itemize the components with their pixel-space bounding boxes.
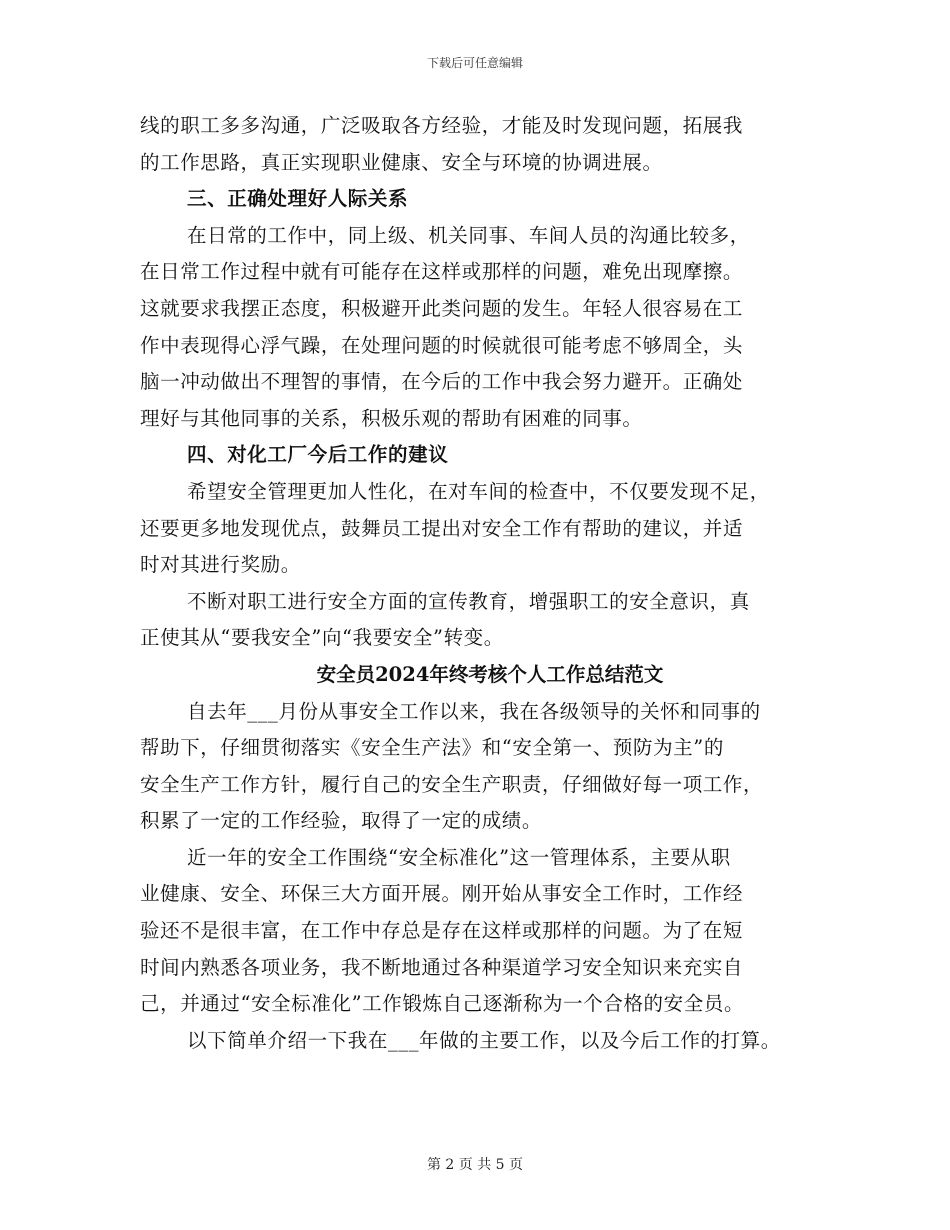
body-line: 理好与其他同事的关系，积极乐观的帮助有困难的同事。 [140, 406, 643, 430]
body-line: 线的职工多多沟通，广泛吸取各方经验，才能及时发现问题，拓展我 [140, 114, 744, 137]
body-line: 时间内熟悉各项业务，我不断地通过各种渠道学习安全知识来充实自 [140, 955, 744, 979]
body-line: 正使其从“要我安全”向“我要安全”转变。 [140, 626, 504, 650]
body-line: 这就要求我摆正态度，积极避开此类问题的发生。年轻人很容易在工 [140, 296, 744, 320]
body-line: 脑一冲动做出不理智的事情，在今后的工作中我会努力避开。正确处 [140, 370, 744, 394]
document-title: 安全员2024年终考核个人工作总结范文 [316, 662, 664, 686]
body-line: 在日常的工作中，同上级、机关同事、车间人员的沟通比较多， [187, 223, 750, 247]
section-heading: 三、正确处理好人际关系 [187, 187, 409, 211]
body-line: 积累了一定的工作经验，取得了一定的成绩。 [140, 809, 543, 833]
body-line: 业健康、安全、环保三大方面开展。刚开始从事安全工作时，工作经 [140, 882, 744, 906]
body-line: 不断对职工进行安全方面的宣传教育，增强职工的安全意识，真 [187, 589, 750, 613]
body-line: 自去年___月份从事安全工作以来，我在各级领导的关怀和同事的 [187, 699, 761, 723]
body-line: 以下简单介绍一下我在___年做的主要工作，以及今后工作的打算。 [187, 1028, 781, 1052]
body-line: 近一年的安全工作围绕“安全标准化”这一管理体系，主要从职 [187, 845, 731, 869]
section-heading: 四、对化工厂今后工作的建议 [187, 443, 449, 467]
body-line: 作中表现得心浮气躁，在处理问题的时候就很可能考虑不够周全，头 [140, 333, 744, 357]
body-line: 验还不是很丰富，在工作中存总是存在这样或那样的问题。为了在短 [140, 919, 744, 943]
body-line: 还要更多地发现优点，鼓舞员工提出对安全工作有帮助的建议，并适 [140, 516, 744, 540]
body-line: 希望安全管理更加人性化，在对车间的检查中，不仅要发现不足， [187, 479, 770, 503]
body-line: 在日常工作过程中就有可能存在这样或那样的问题，难免出现摩擦。 [140, 260, 744, 284]
body-line: 时对其进行奖励。 [140, 553, 301, 577]
body-line: 帮助下，仔细贯彻落实《安全生产法》和“安全第一、预防为主”的 [140, 736, 724, 760]
body-line: 的工作思路，真正实现职业健康、安全与环境的协调进展。 [140, 150, 663, 174]
document-body [140, 108, 840, 1059]
page-footer: 第 2 页 共 5 页 [426, 1157, 524, 1173]
page-header: 下载后可任意编辑 [426, 56, 523, 70]
body-line: 己，并通过“安全标准化”工作锻炼自己逐渐称为一个合格的安全员。 [140, 992, 745, 1016]
body-line: 安全生产工作方针，履行自己的安全生产职责，仔细做好每一项工作， [140, 772, 764, 796]
